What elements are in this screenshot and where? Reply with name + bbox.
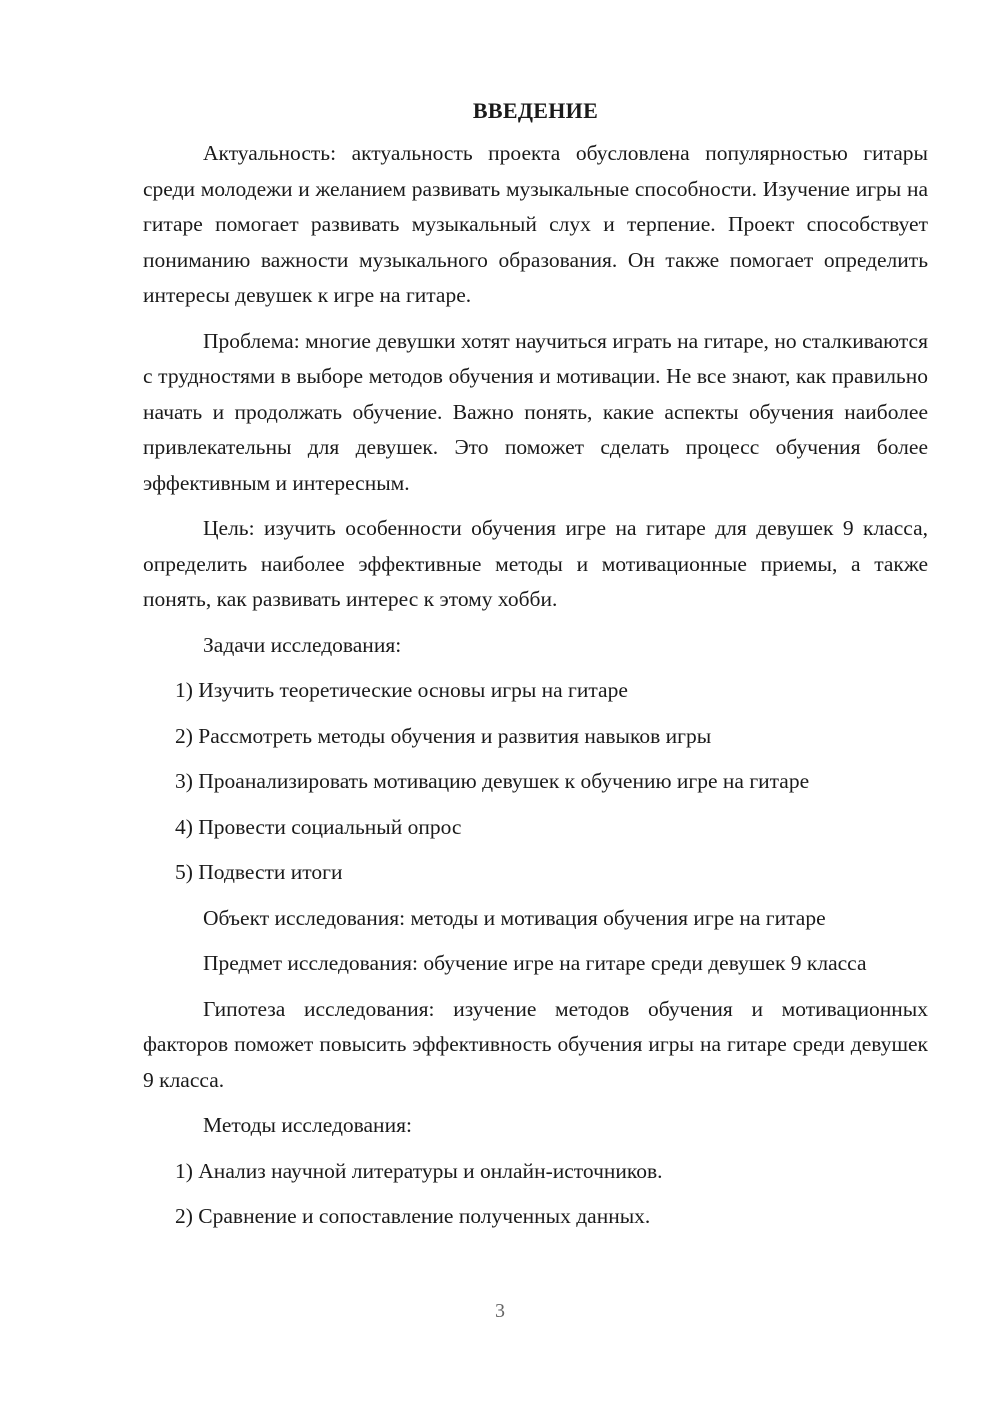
task-item: 5) Подвести итоги: [175, 860, 343, 884]
task-item: 2) Рассмотреть методы обучения и развития навыков игры: [175, 723, 712, 748]
tasks-list: [143, 673, 928, 891]
subject-paragraph: Предмет исследования: обучение игре на гитаре среди девушек 9 класса: [203, 951, 867, 975]
page-content: [143, 96, 928, 1235]
methods-label: Методы исследования:: [203, 1113, 412, 1137]
problem-paragraph: Проблема: многие девушки хотят научиться играть на гитаре, но сталкиваются с трудностями в выборе методов обучения и мотивации. Не все знают, как правильно начать и продолжать обучение. Важно понять, какие аспекты обучения наиболее привлекательны для девушек. Это поможет сделать процесс обучения более эффективным и интересным.: [143, 328, 928, 495]
object-paragraph: Объект исследования: методы и мотивация обучения игре на гитаре: [203, 905, 826, 930]
hypothesis-paragraph: Гипотеза исследования: изучение методов обучения и мотивационных факторов поможет повысить эффективность обучения игры на гитаре среди девушек 9 класса.: [143, 996, 928, 1092]
method-item: 1) Анализ научной литературы и онлайн-источников.: [175, 1158, 663, 1183]
task-item: 3) Проанализировать мотивацию девушек к обучению игре на гитаре: [175, 769, 810, 793]
section-title: ВВЕДЕНИЕ: [472, 98, 599, 123]
goal-paragraph: Цель: изучить особенности обучения игре на гитаре для девушек 9 класса, определить наиболее эффективные методы и мотивационные приемы, а также понять, как развивать интерес к этому хобби.: [143, 516, 928, 611]
task-item: 1) Изучить теоретические основы игры на гитаре: [175, 678, 628, 702]
methods-list: [143, 1154, 928, 1235]
relevance-paragraph: Актуальность: актуальность проекта обусловлена популярностью гитары среди молодежи и желанием развивать музыкальные способности. Изучение игры на гитаре помогает развивать музыкальный слух и терпение. Проект способствует пониманию важности музыкального образования. Он также помогает определить интересы девушек к игре на гитаре.: [143, 141, 928, 307]
task-item: 4) Провести социальный опрос: [175, 814, 462, 839]
method-item: 2) Сравнение и сопоставление полученных данных.: [175, 1204, 651, 1228]
tasks-label: Задачи исследования:: [203, 632, 402, 657]
page-number: 3: [495, 1300, 505, 1322]
